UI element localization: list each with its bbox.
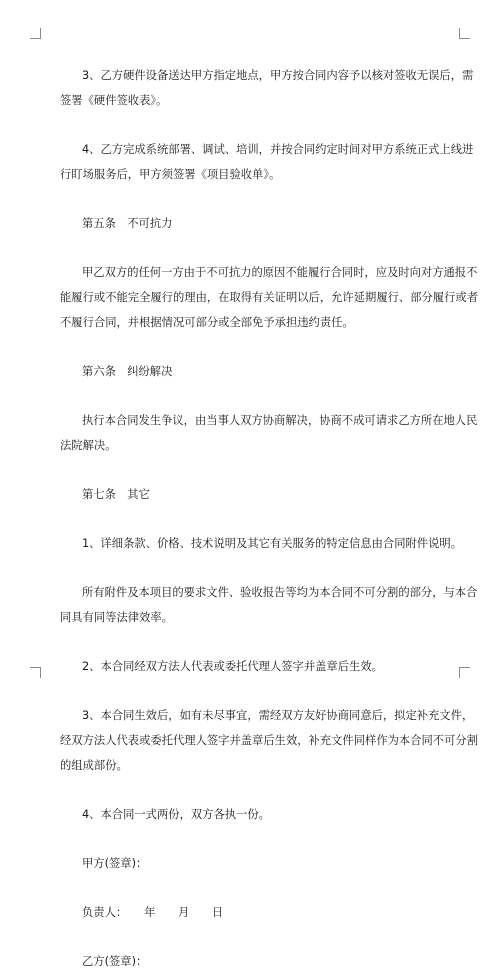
section-heading-dispute-resolution: 第六条 纠纷解决: [82, 365, 173, 378]
paragraph-dispute-resolution: [60, 408, 478, 458]
text-line: 经双方法人代表或委托代理人签字并盖章后生效，补充文件同样作为本合同不可分割: [60, 734, 478, 747]
paragraph-clause-4-4: [60, 137, 474, 187]
section-heading-other: 第七条 其它: [82, 488, 150, 501]
paragraph-clause-7-1: 1、详细条款、价格、技术说明及其它有关服务的特定信息由合同附件说明。: [82, 537, 462, 550]
text-line: 行盯场服务后，甲方须签署《项目验收单》。: [60, 168, 281, 181]
party-b-signature-line: 乙方(签章)：: [82, 955, 148, 968]
paragraph-attachments: [60, 580, 478, 630]
crop-mark-top-right: [459, 28, 470, 39]
text-line: 甲乙双方的任何一方由于不可抗力的原因不能履行合同时，应及时向对方通报不: [82, 266, 478, 279]
text-line: 签署《硬件签收表》。: [60, 94, 168, 107]
text-line: 4、乙方完成系统部署、调试、培训，并按合同约定时间对甲方系统正式上线进: [82, 143, 474, 156]
text-line: 所有附件及本项目的要求文件、验收报告等均为本合同不可分割的部分，与本合: [82, 586, 478, 599]
party-a-signature-line: 甲方(签章)：: [82, 857, 148, 870]
text-line: 的组成部份。: [60, 759, 128, 772]
crop-mark-top-left: [30, 28, 41, 39]
text-line: 执行本合同发生争议，由当事人双方协商解决，协商不成可请求乙方所在地人民: [82, 414, 478, 427]
responsible-person-date-line: 负责人： 年 月 日: [82, 906, 224, 919]
text-line: 3、乙方硬件设备送达甲方指定地点，甲方按合同内容予以核对签收无误后，需: [82, 69, 474, 82]
text-line: 不履行合同，并根据情况可部分或全部免予承担违约责任。: [60, 316, 354, 329]
paragraph-force-majeure: [60, 260, 478, 335]
paragraph-clause-7-4: 4、本合同一式两份，双方各执一份。: [82, 808, 270, 821]
crop-mark-bottom-left: [30, 667, 41, 678]
text-line: 法院解决。: [60, 439, 117, 452]
text-line: 能履行或不能完全履行的理由，在取得有关证明以后，允许延期履行、部分履行或者: [60, 291, 478, 304]
paragraph-clause-7-2: 2、本合同经双方法人代表或委托代理人签字并盖章后生效。: [82, 660, 383, 673]
text-line: 同具有同等法律效率。: [60, 611, 173, 624]
paragraph-clause-7-3: [60, 703, 478, 778]
section-heading-force-majeure: 第五条 不可抗力: [82, 217, 173, 230]
text-line: 3、本合同生效后，如有未尽事宜，需经双方友好协商同意后，拟定补充文件，: [82, 709, 474, 722]
document-body: [60, 63, 478, 974]
crop-mark-bottom-right: [459, 667, 470, 678]
paragraph-clause-4-3: [60, 63, 474, 113]
